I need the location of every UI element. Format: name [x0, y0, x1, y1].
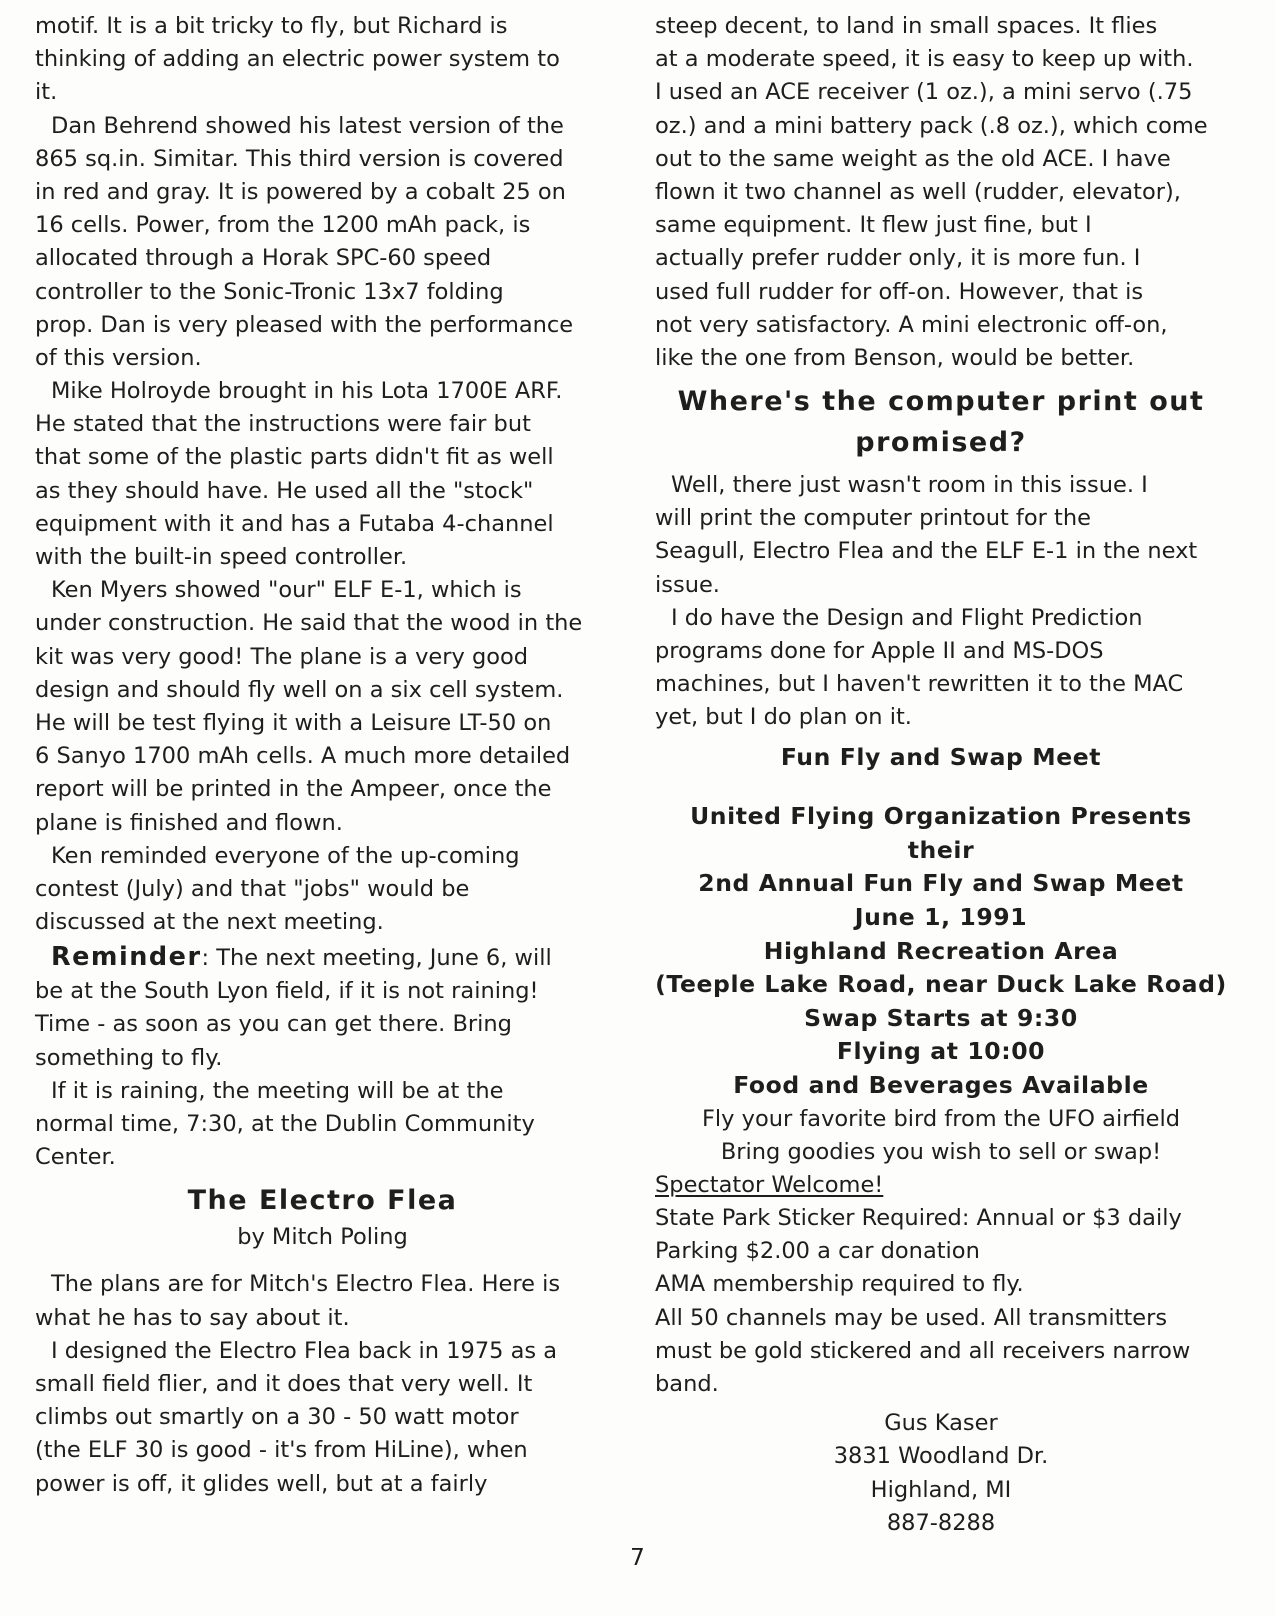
text-line: Seagull, Electro Flea and the ELF E-1 in the next — [655, 538, 1198, 565]
text-line: out to the same weight as the old ACE. I have — [655, 145, 1171, 172]
intro-paragraph — [35, 10, 610, 110]
event-line: United Flying Organization Presents their — [690, 802, 1192, 864]
text-line: something to fly. — [35, 1044, 223, 1071]
text-line: must be gold stickered and all receivers narrow — [655, 1337, 1191, 1364]
text-line: Ken Myers showed "our" ELF E-1, which is — [51, 577, 522, 604]
text-line: in red and gray. It is powered by a cobalt 25 on — [35, 178, 566, 205]
spacer — [35, 1254, 610, 1268]
text-line: machines, but I haven't rewritten it to the MAC — [655, 671, 1184, 698]
mike-holroyde-paragraph — [35, 375, 610, 574]
room-paragraph — [655, 469, 1227, 602]
text-line: He stated that the instructions were fair but — [35, 411, 531, 438]
heading-line: promised? — [855, 427, 1027, 459]
designed-paragraph — [35, 1335, 610, 1501]
text-line: Well, there just wasn't room in this issue. I — [671, 472, 1148, 499]
reminder-text: : The next meeting, June 6, will — [201, 945, 552, 972]
text-line: with the built-in speed controller. — [35, 544, 408, 570]
event-line: Fly your favorite bird from the UFO airfield — [701, 1105, 1181, 1132]
dan-behrend-paragraph — [35, 110, 610, 376]
contact-block — [655, 1407, 1227, 1540]
plans-paragraph — [35, 1268, 610, 1334]
contest-paragraph — [35, 840, 610, 940]
text-line: Dan Behrend showed his latest version of the — [51, 112, 564, 139]
text-line: Ken reminded everyone of the up-coming — [51, 842, 520, 869]
text-line: yet, but I do plan on it. — [655, 704, 912, 731]
text-line: 16 cells. Power, from the 1200 mAh pack, is — [35, 212, 531, 239]
text-line: power is off, it glides well, but at a fairly — [35, 1470, 488, 1497]
text-line: If it is raining, the meeting will be at the — [51, 1077, 504, 1104]
spacer — [655, 774, 1227, 800]
text-line: steep decent, to land in small spaces. It flies — [655, 13, 1158, 39]
electro-flea-byline: by Mitch Poling — [237, 1224, 408, 1251]
text-line: kit was very good! The plane is a very good — [35, 643, 529, 670]
text-line: band. — [655, 1371, 719, 1397]
contact-street: 3831 Woodland Dr. — [833, 1443, 1049, 1470]
reminder-paragraph — [35, 939, 610, 1075]
text-line: He will be test flying it with a Leisure LT-50 on — [35, 709, 552, 736]
text-line: controller to the Sonic-Tronic 13x7 folding — [35, 278, 504, 305]
text-line: issue. — [655, 571, 720, 598]
text-line: at a moderate speed, it is easy to keep up with. — [655, 46, 1194, 73]
text-line: thinking of adding an electric power system to — [35, 46, 560, 73]
contact-city: Highland, MI — [870, 1476, 1012, 1503]
contact-name: Gus Kaser — [884, 1410, 998, 1437]
text-line: it. — [35, 79, 58, 106]
text-line: small field flier, and it does that very well. It — [35, 1370, 533, 1397]
text-line: under construction. He said that the wood in the — [35, 610, 583, 637]
text-line: normal time, 7:30, at the Dublin Community — [35, 1111, 535, 1137]
event-line: (Teeple Lake Road, near Duck Lake Road) — [655, 970, 1227, 999]
continued-paragraph — [655, 10, 1227, 375]
text-line: report will be printed in the Ampeer, once the — [35, 776, 552, 803]
text-line: 6 Sanyo 1700 mAh cells. A much more detailed — [35, 743, 571, 770]
event-line: Flying at 10:00 — [836, 1037, 1046, 1066]
text-line — [655, 1169, 1227, 1202]
text-line: discussed at the next meeting. — [35, 909, 384, 936]
text-line: Parking $2.00 a car donation — [655, 1238, 980, 1265]
text-line: as they should have. He used all the "stock" — [35, 477, 534, 504]
text-line: Time - as soon as you can get there. Bring — [35, 1011, 512, 1038]
text-line: programs done for Apple II and MS-DOS — [655, 638, 1104, 664]
text-line: like the one from Benson, would be better. — [655, 344, 1135, 371]
text-line: The plans are for Mitch's Electro Flea. Here is — [51, 1271, 561, 1298]
text-line: Center. — [35, 1144, 116, 1171]
event-line: Swap Starts at 9:30 — [804, 1003, 1078, 1032]
reminder-label: Reminder — [51, 942, 202, 973]
text-line: equipment with it and has a Futaba 4-channel — [35, 510, 554, 537]
text-line: of this version. — [35, 344, 202, 371]
text-line: State Park Sticker Required: Annual or $3 daily — [655, 1205, 1182, 1232]
text-line: same equipment. It flew just fine, but I — [655, 212, 1092, 239]
text-line: what he has to say about it. — [35, 1304, 350, 1331]
text-line: will print the computer printout for the — [655, 505, 1091, 532]
text-line: used full rudder for off-on. However, that is — [655, 278, 1144, 305]
text-line: Mike Holroyde brought in his Lota 1700E ARF. — [51, 378, 563, 405]
text-line — [35, 939, 610, 975]
event-announcement — [655, 800, 1227, 1401]
event-line: Food and Beverages Available — [733, 1070, 1149, 1099]
event-line: Highland Recreation Area — [763, 936, 1119, 965]
spectator-notice: Spectator Welcome! — [655, 1171, 884, 1198]
event-line: 2nd Annual Fun Fly and Swap Meet — [698, 869, 1184, 898]
text-line: climbs out smartly on a 30 - 50 watt motor — [35, 1404, 519, 1431]
electro-flea-title: The Electro Flea — [187, 1185, 458, 1217]
right-column — [655, 10, 1227, 1540]
text-line: I do have the Design and Flight Prediction — [671, 604, 1143, 631]
text-line: plane is finished and flown. — [35, 809, 343, 836]
fun-fly-title: Fun Fly and Swap Meet — [780, 742, 1102, 771]
text-line: oz.) and a mini battery pack (.8 oz.), which come — [655, 112, 1208, 139]
ken-myers-paragraph — [35, 574, 610, 840]
text-line: (the ELF 30 is good - it's from HiLine), when — [35, 1437, 528, 1464]
text-line: prop. Dan is very pleased with the performance — [35, 311, 574, 338]
text-line: AMA membership required to fly. — [655, 1271, 1024, 1298]
rain-paragraph — [35, 1075, 610, 1175]
printout-heading — [655, 381, 1227, 463]
text-line: flown it two channel as well (rudder, elevator), — [655, 178, 1181, 205]
event-line: Bring goodies you wish to sell or swap! — [720, 1138, 1162, 1165]
left-column — [35, 10, 610, 1501]
text-line: that some of the plastic parts didn't fit as well — [35, 444, 554, 471]
design-programs-paragraph — [655, 602, 1227, 735]
heading-line: Where's the computer print out — [677, 386, 1205, 418]
event-date: June 1, 1991 — [854, 902, 1028, 931]
page-number: 7 — [630, 1545, 645, 1571]
text-line: design and should fly well on a six cell system. — [35, 676, 564, 703]
contact-phone: 887-8288 — [886, 1509, 996, 1536]
text-line: allocated through a Horak SPC-60 speed — [35, 245, 492, 272]
text-line: actually prefer rudder only, it is more fun. I — [655, 245, 1141, 272]
text-line: All 50 channels may be used. All transmitters — [655, 1304, 1168, 1331]
text-line: motif. It is a bit tricky to fly, but Richard is — [35, 13, 508, 39]
text-line: 865 sq.in. Simitar. This third version is covered — [35, 145, 564, 172]
text-line: I designed the Electro Flea back in 1975 as a — [51, 1337, 558, 1364]
text-line: I used an ACE receiver (1 oz.), a mini servo (.75 — [655, 79, 1193, 106]
text-line: be at the South Lyon field, if it is not raining! — [35, 978, 539, 1005]
text-line: not very satisfactory. A mini electronic off-on, — [655, 311, 1168, 338]
text-line: contest (July) and that "jobs" would be — [35, 875, 470, 902]
